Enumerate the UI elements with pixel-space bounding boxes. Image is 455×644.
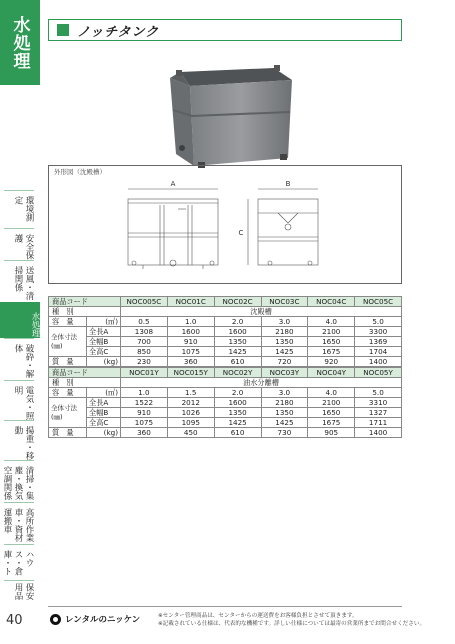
title-square-icon (57, 24, 69, 36)
type-value: 沈殿槽 (121, 307, 402, 317)
footer-notes: ※センター管理商品は、センターからの運送費をお客様負担とさせて頂きます。 ※記載されている仕様は、代表的な機種です。詳しい仕様については最寄の営業所までお問合せください。 (158, 613, 426, 627)
oil-separator-spec-table: 商品コード NOC01Y NOC015Y NOC02Y NOC03Y NOC04Y NOC05Y 種 別 油水分離槽 容 量 (㎥) 1.0 1.5 2.0 3.0 4.0 5.0 全体寸法(㎜) 全長A 1522 2012 1600 2180 2100 3310 全幅B 910 1026 1350 1350 1650 1327 全高C 1075 1095 1425 1425 1675 1711 質 量 (kg) 360 450 610 730 905 1400 (48, 367, 402, 438)
logo-icon (50, 614, 61, 625)
sidebar-category-title: 水処理 (0, 0, 40, 85)
type-value: 油水分離槽 (121, 378, 402, 388)
sidebar-item-safety[interactable]: 安全保護 (4, 228, 34, 260)
sidebar-item-cleaning[interactable]: 清掃・集塵・換気空調関係 (4, 460, 34, 502)
product-code-header: 商品コード (49, 368, 121, 378)
sidebar-item-ventilation[interactable]: 送風・清掃関係 (4, 260, 34, 302)
category-sidebar (0, 0, 40, 644)
sidebar-item-aerial[interactable]: 高所作業車・資材運搬車 (4, 502, 34, 544)
dimension-c-label: C (238, 229, 244, 237)
sedimentation-spec-table: 商品コード NOC005C NOC01C NOC02C NOC03C NOC04C NOC05C 種 別 沈殿槽 容 量 (㎥) 0.5 1.0 2.0 3.0 4.0 5.0 全体寸法(㎜) 全長A 1308 1600 1600 2180 2100 3300 全幅B 700 910 1350 1350 1650 1369 全高C 850 1075 1425 1425 1675 1704 質 量 (kg) 230 360 610 720 920 1400 (48, 296, 402, 367)
outline-drawing (48, 165, 402, 284)
sidebar-item-lifting[interactable]: 揚重・移動 (4, 420, 34, 460)
notch-tank-photo (162, 58, 300, 176)
sidebar-item-electric[interactable]: 電気・照明 (4, 380, 34, 420)
dimension-b-label: B (285, 180, 291, 188)
page-number: 40 (6, 613, 23, 628)
sidebar-item-water[interactable]: 水処理 (0, 302, 40, 338)
section-title-bar (48, 19, 402, 41)
drawing-caption: 外形図（沈殿槽） (54, 168, 106, 176)
sidebar-item-security[interactable]: 保安用品 (4, 580, 34, 602)
page-title: ノッチタンク (77, 24, 160, 40)
sidebar-item-house[interactable]: ハウス・倉庫・ト (4, 544, 34, 580)
product-code-header: 商品コード (49, 297, 121, 307)
sidebar-item-environment[interactable]: 環境測定 (4, 190, 34, 228)
footer-divider (48, 606, 402, 607)
company-logo: レンタルのニッケン (50, 613, 140, 625)
sidebar-item-demolition[interactable]: 破砕・解体 (4, 338, 34, 380)
dimension-a-label: A (170, 180, 176, 188)
